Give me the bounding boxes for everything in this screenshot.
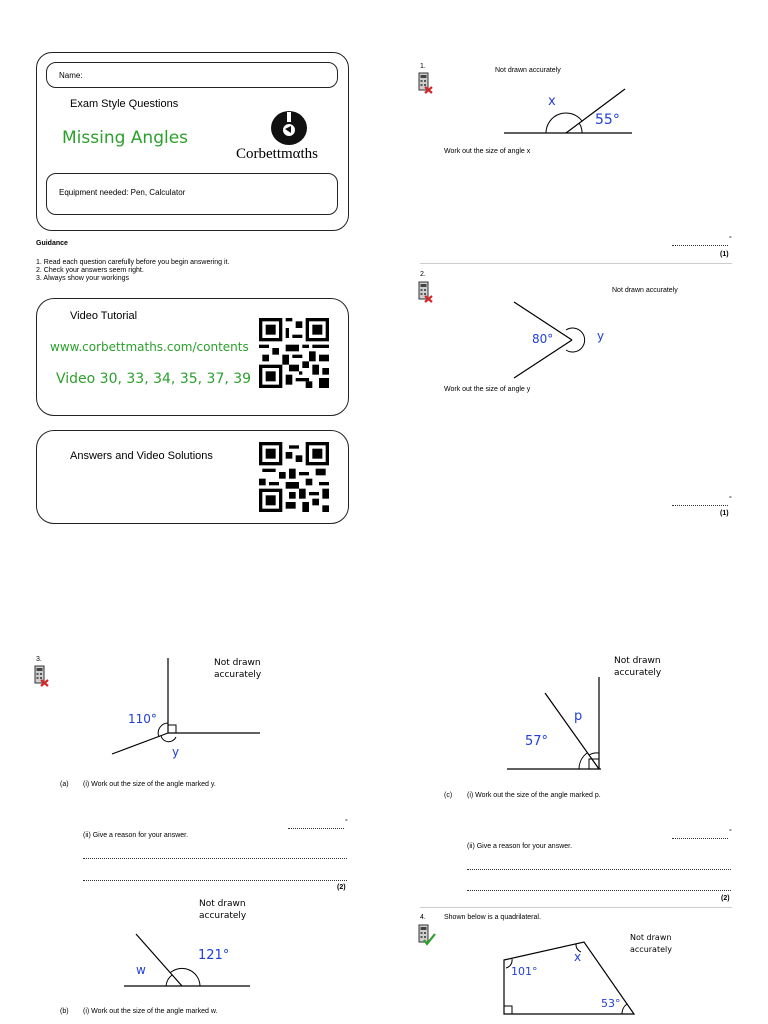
part-label: (a) bbox=[60, 781, 69, 788]
angle-label: x bbox=[548, 94, 556, 109]
reason-line[interactable] bbox=[467, 890, 731, 891]
degree-unit: ° bbox=[345, 819, 348, 826]
question-number: 2. bbox=[420, 271, 426, 278]
not-drawn-note: Not drawn accurately bbox=[214, 658, 262, 680]
degree-unit: ° bbox=[729, 236, 732, 243]
qr-code-icon[interactable] bbox=[259, 442, 329, 512]
calculator-not-allowed-icon bbox=[34, 665, 50, 687]
angle-value: 57° bbox=[525, 734, 549, 749]
reason-line[interactable] bbox=[467, 869, 731, 870]
divider bbox=[420, 907, 732, 908]
angle-diagram bbox=[110, 658, 270, 758]
angle-label: w bbox=[136, 963, 146, 977]
guidance-item: 2. Check your answers seem right. bbox=[36, 267, 144, 274]
answers-heading: Answers and Video Solutions bbox=[70, 450, 213, 462]
qr-code-icon[interactable] bbox=[259, 318, 329, 388]
reason-line[interactable] bbox=[83, 858, 347, 859]
answer-line[interactable] bbox=[288, 828, 344, 829]
question-instruction: Work out the size of angle y bbox=[444, 386, 531, 393]
angle-diagram bbox=[510, 300, 600, 380]
angle-label: p bbox=[574, 709, 583, 724]
calculator-allowed-icon bbox=[418, 924, 436, 946]
divider bbox=[420, 263, 732, 264]
part-instruction: (i) Work out the size of the angle marked y. bbox=[83, 781, 216, 788]
angle-label: y bbox=[172, 745, 180, 759]
not-drawn-note: Not drawn accurately bbox=[495, 67, 561, 74]
equipment-box bbox=[46, 173, 338, 215]
question-instruction: Shown below is a quadrilateral. bbox=[444, 914, 541, 921]
angle-diagram bbox=[505, 675, 610, 775]
angle-label: x bbox=[574, 950, 582, 964]
not-drawn-note: Not drawn accurately bbox=[630, 933, 672, 954]
video-heading: Video Tutorial bbox=[70, 310, 138, 322]
video-list: Video 30, 33, 34, 35, 37, 39 bbox=[56, 371, 252, 387]
part-instruction: (ii) Give a reason for your answer. bbox=[467, 843, 573, 850]
answer-line[interactable] bbox=[672, 245, 728, 246]
guidance-item: 3. Always show your workings bbox=[36, 275, 129, 282]
calculator-not-allowed-icon bbox=[418, 281, 434, 303]
angle-value: 53° bbox=[601, 997, 621, 1010]
cover-title: Missing Angles bbox=[62, 128, 189, 148]
equipment-text: Equipment needed: Pen, Calculator bbox=[59, 188, 186, 197]
part-label: (b) bbox=[60, 1008, 69, 1015]
question-number: 1. bbox=[420, 63, 426, 70]
corbettmaths-logo-icon bbox=[268, 110, 310, 146]
angle-label: y bbox=[597, 329, 605, 343]
degree-unit: ° bbox=[729, 496, 732, 503]
angle-value: 110° bbox=[128, 712, 157, 726]
degree-unit: ° bbox=[729, 829, 732, 836]
not-drawn-note: Not drawn accurately bbox=[199, 899, 247, 921]
angle-diagram bbox=[122, 930, 252, 990]
part-instruction: (i) Work out the size of the angle marked p. bbox=[467, 792, 601, 799]
brand-name: Corbettmαths bbox=[236, 146, 319, 162]
part-instruction: (ii) Give a reason for your answer. bbox=[83, 832, 189, 839]
question-number: 4. bbox=[420, 914, 426, 921]
angle-value: 80° bbox=[532, 332, 554, 346]
part-label: (c) bbox=[444, 792, 453, 799]
guidance-list bbox=[36, 259, 229, 283]
angle-value: 101° bbox=[511, 965, 538, 978]
angle-value: 121° bbox=[198, 948, 230, 963]
cover-heading: Exam Style Questions bbox=[70, 98, 179, 110]
name-field[interactable] bbox=[46, 62, 338, 88]
question-number: 3. bbox=[36, 656, 42, 663]
reason-line[interactable] bbox=[83, 880, 347, 881]
guidance-item: 1. Read each question carefully before you begin answering it. bbox=[36, 259, 230, 266]
name-label: Name: bbox=[59, 71, 83, 80]
not-drawn-note: Not drawn accurately bbox=[614, 656, 662, 678]
angle-value: 55° bbox=[595, 112, 620, 128]
marks: (1) bbox=[720, 251, 729, 258]
answer-line[interactable] bbox=[672, 838, 728, 839]
calculator-not-allowed-icon bbox=[418, 72, 434, 94]
not-drawn-note: Not drawn accurately bbox=[612, 287, 678, 294]
video-url-link[interactable]: www.corbettmaths.com/contents bbox=[50, 340, 249, 354]
question-instruction: Work out the size of angle x bbox=[444, 148, 531, 155]
answer-line[interactable] bbox=[672, 505, 728, 506]
marks: (1) bbox=[720, 510, 729, 517]
part-instruction: (i) Work out the size of the angle marked w. bbox=[83, 1008, 218, 1015]
guidance-heading: Guidance bbox=[36, 240, 68, 247]
marks: (2) bbox=[721, 895, 730, 902]
marks: (2) bbox=[337, 884, 346, 891]
